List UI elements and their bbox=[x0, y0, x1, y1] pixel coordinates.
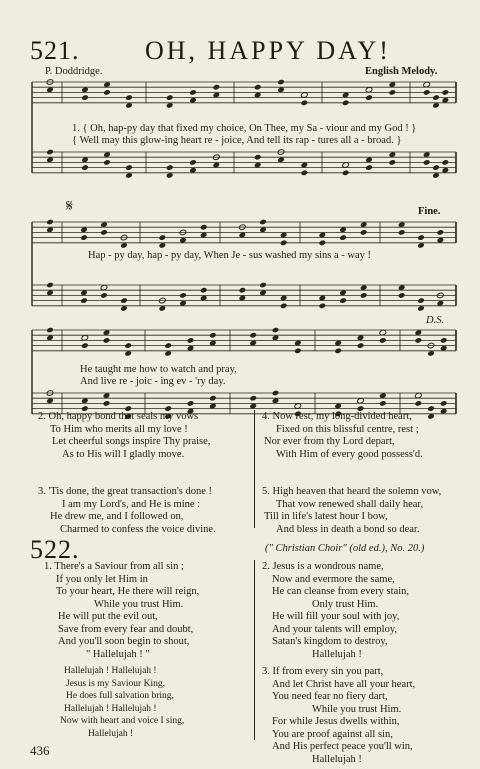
note-head bbox=[200, 287, 208, 294]
hymn-number: 521. bbox=[30, 36, 80, 65]
note-head bbox=[415, 337, 423, 344]
note-head bbox=[334, 348, 342, 355]
note-head bbox=[417, 234, 425, 241]
note-head bbox=[100, 292, 108, 299]
note-head bbox=[440, 337, 448, 344]
note-head bbox=[159, 234, 167, 241]
note-head bbox=[389, 89, 397, 96]
page-number: 436 bbox=[30, 743, 50, 758]
note-head bbox=[301, 100, 309, 107]
note-head bbox=[442, 159, 450, 166]
verse-522-2: 2. Jesus is a wondrous name, Now and evermore the same, He can cleanse from every stain, Only trust Him. He will fill your soul with joy, And your talents will employ, Satan's kingdom to destroy, Hallelujah ! bbox=[262, 561, 410, 660]
note-head bbox=[423, 159, 431, 166]
fine-marking: Fine. bbox=[418, 206, 441, 217]
note-head bbox=[81, 164, 89, 171]
note-head bbox=[200, 224, 208, 231]
note-head bbox=[379, 400, 387, 407]
note-head bbox=[125, 94, 133, 101]
hymn-title: OH, HAPPY DAY! bbox=[145, 36, 391, 65]
note-head bbox=[432, 164, 440, 171]
verse-2: 2. Oh, happy bond that seals my vows To Him who merits all my love ! Let cheerful songs inspire Thy praise, As to His will I gladly move. bbox=[38, 411, 211, 460]
note-head bbox=[280, 240, 288, 247]
system2-lyric: Hap - py day, hap - py day, When Je - sus washed my sins a - way ! bbox=[88, 250, 372, 261]
note-head bbox=[357, 342, 365, 349]
note-head bbox=[46, 219, 54, 226]
note-head bbox=[272, 390, 280, 397]
note-head bbox=[342, 170, 350, 177]
note-head bbox=[120, 297, 128, 304]
system1-lyric-line1: 1. { Oh, hap-py day that fixed my choice, On Thee, my Sa - viour and my God ! } bbox=[72, 123, 417, 134]
note-head bbox=[189, 159, 197, 166]
note-head bbox=[80, 234, 88, 241]
note-head bbox=[339, 297, 347, 304]
note-head bbox=[103, 159, 111, 166]
verse-3: 3. 'Tis done, the great transaction's done ! I am my Lord's, and He is mine : He drew me, and I followed on, Charmed to confess the voice divine. bbox=[38, 486, 216, 535]
note-head bbox=[339, 234, 347, 241]
note-head bbox=[103, 89, 111, 96]
note-head bbox=[440, 400, 448, 407]
note-head bbox=[365, 164, 373, 171]
note-head bbox=[213, 84, 221, 91]
note-head bbox=[301, 170, 309, 177]
ds-marking: D.S. bbox=[426, 315, 445, 326]
hymn-source: (" Christian Choir" (old ed.), No. 20.) bbox=[265, 543, 425, 554]
chorus: Hallelujah ! Hallelujah ! Jesus is my Saviour King, He does full salvation bring, Hallelujah ! Hallelujah ! Now with heart and voice I sing, Hallelujah ! bbox=[60, 666, 185, 739]
verse-4: 4. Now rest, my long-divided heart, Fixed on this blissful centre, rest ; Nor ever from thy Lord depart, With Him of every good possess'd. bbox=[262, 411, 423, 460]
note-head bbox=[80, 297, 88, 304]
system1-lyric-line2: { Well may this glow-ing heart re - joice, And tell its rap - tures all a - broad. } bbox=[72, 135, 402, 146]
note-head bbox=[442, 89, 450, 96]
note-head bbox=[187, 400, 195, 407]
note-head bbox=[46, 149, 54, 156]
system3-lyric-line1: He taught me how to watch and pray, bbox=[80, 364, 237, 375]
note-head bbox=[125, 164, 133, 171]
verse-divider bbox=[254, 410, 255, 528]
note-head bbox=[423, 89, 431, 96]
note-head bbox=[249, 395, 257, 402]
note-head bbox=[103, 337, 111, 344]
note-head bbox=[360, 229, 368, 236]
note-head bbox=[81, 94, 89, 101]
note-head bbox=[432, 94, 440, 101]
note-head bbox=[166, 94, 174, 101]
note-head bbox=[46, 282, 54, 289]
note-head bbox=[379, 337, 387, 344]
note-head bbox=[164, 342, 172, 349]
note-head bbox=[46, 327, 54, 334]
note-head bbox=[249, 332, 257, 339]
note-head bbox=[389, 159, 397, 166]
note-head bbox=[398, 229, 406, 236]
note-head bbox=[239, 287, 247, 294]
note-head bbox=[319, 303, 327, 310]
note-head bbox=[272, 327, 280, 334]
note-head bbox=[319, 240, 327, 247]
note-head bbox=[294, 348, 302, 355]
note-head bbox=[415, 400, 423, 407]
note-head bbox=[166, 164, 174, 171]
note-head bbox=[360, 292, 368, 299]
note-head bbox=[189, 89, 197, 96]
note-head bbox=[179, 292, 187, 299]
note-head bbox=[280, 303, 288, 310]
note-head bbox=[81, 342, 89, 349]
note-head bbox=[254, 84, 262, 91]
note-head bbox=[187, 337, 195, 344]
note-head bbox=[427, 405, 435, 412]
author: P. Doddridge. bbox=[45, 66, 103, 77]
note-head bbox=[342, 100, 350, 107]
note-head bbox=[259, 219, 267, 226]
system3-lyric-line2: And live re - joic - ing ev - 'ry day. bbox=[80, 376, 226, 387]
note-head bbox=[259, 282, 267, 289]
note-head bbox=[277, 79, 285, 86]
note-head bbox=[100, 229, 108, 236]
note-head bbox=[103, 400, 111, 407]
note-head bbox=[417, 297, 425, 304]
note-head bbox=[398, 292, 406, 299]
segno-sign: 𝄋 bbox=[66, 198, 73, 215]
note-head bbox=[124, 342, 132, 349]
verse-522-1: 1. There's a Saviour from all sin ; If you only let Him in To your heart, He there will reign, While you trust Him. He will put the evil out, Save from every fear and doubt, And you'll soon begin to shout, " Hallelujah ! " bbox=[44, 561, 200, 660]
verse-divider-522 bbox=[254, 560, 255, 740]
note-head bbox=[437, 229, 445, 236]
note-head bbox=[365, 94, 373, 101]
verse-5: 5. High heaven that heard the solemn vow, That vow renewed shall daily hear, Till in life's latest hour I bow, And bless in death a bond so dear. bbox=[262, 486, 442, 535]
tune-name: English Melody. bbox=[365, 66, 438, 77]
note-head bbox=[209, 332, 217, 339]
note-head bbox=[209, 395, 217, 402]
hymn-number-522: 522. bbox=[30, 535, 80, 564]
note-head bbox=[254, 154, 262, 161]
verse-522-3: 3. If from every sin you part, And let Christ have all your heart, You need fear no fiery dart, While you trust Him. For while Jesus dwells within, You are proof against all sin, And His perfect peace you'll win, Hallelujah ! bbox=[262, 666, 416, 765]
